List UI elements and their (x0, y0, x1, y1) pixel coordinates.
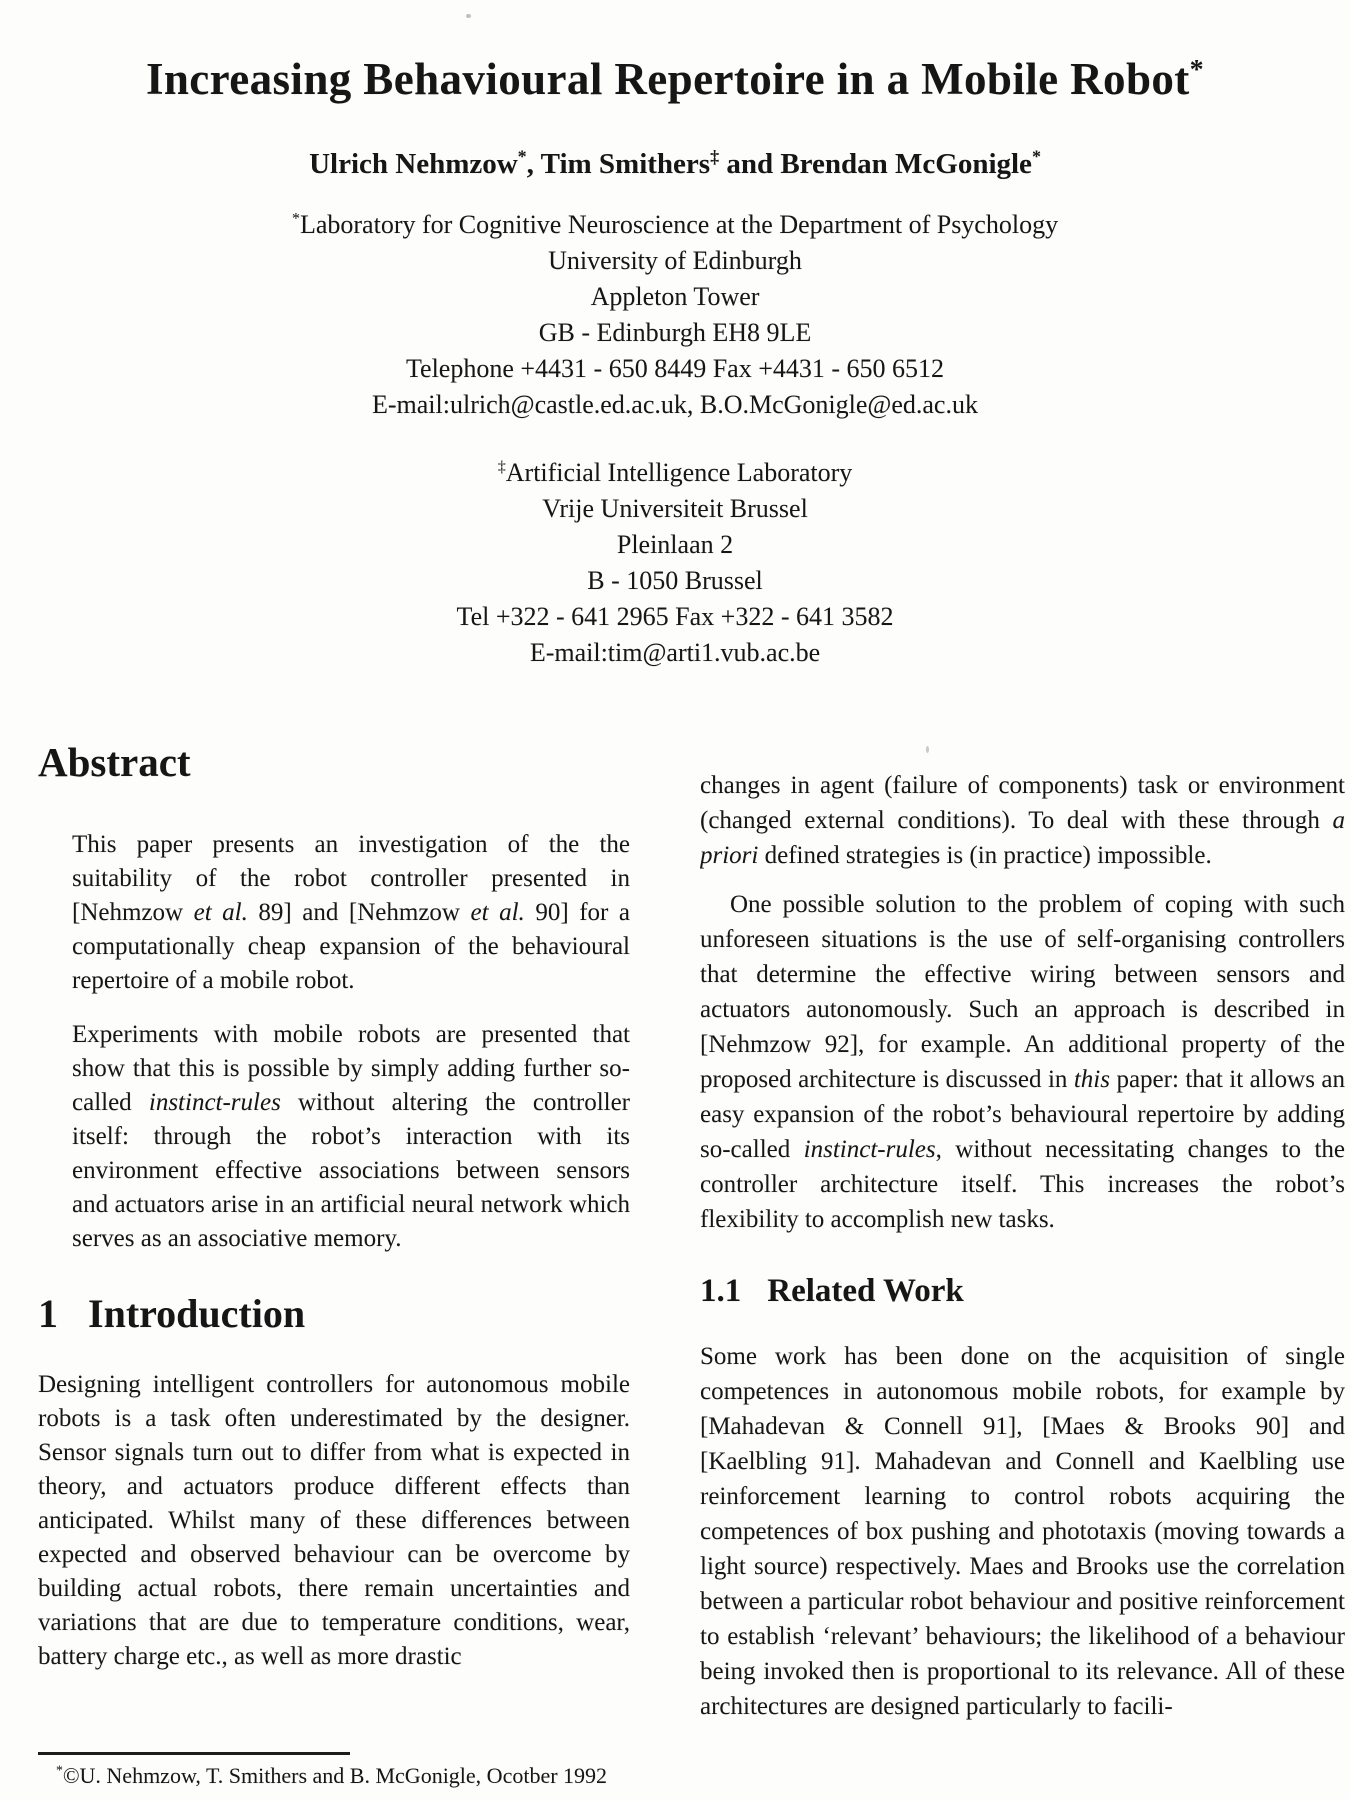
affiliation-edinburgh (0, 207, 1350, 423)
section-title: Introduction (88, 1291, 306, 1336)
affiliation-line: ‡Artificial Intelligence Laboratory (497, 457, 853, 487)
introduction-paragraph: Designing intelligent controllers for autonomous mobile robots is a task often underestimated by the designer. Sensor signals turn out to differ from what is expected in theory, and actuators produce different effects than anticipated. Whilst many of these differences between expected and observed behaviour can be overcome by building actual robots, there remain uncertainties and variations that are due to temperature conditions, wear, battery charge etc., as well as more drastic (38, 1371, 630, 1670)
section-number: 1 (38, 1291, 58, 1336)
continuation-paragraph: changes in agent (failure of components) task or environment (changed external conditions). To deal with these through a priori defined strategies is (in practice) impossible. (700, 772, 1345, 869)
subsection-number: 1.1 (700, 1273, 742, 1309)
affiliation-line: Pleinlaan 2 (616, 529, 734, 559)
right-column (700, 768, 1345, 1800)
section-heading-introduction (38, 1290, 630, 1338)
affiliation-line: Appleton Tower (590, 281, 760, 311)
affiliation-line: University of Edinburgh (548, 245, 802, 275)
scan-artifact (466, 14, 471, 18)
scan-artifact (926, 746, 929, 753)
paper-header (0, 0, 1350, 671)
affiliation-line: Tel +322 - 641 2965 Fax +322 - 641 3582 (456, 601, 894, 631)
subsection-heading-related-work (700, 1271, 1345, 1311)
affiliation-line: Telephone +4431 - 650 8449 Fax +4431 - 650 6512 (405, 353, 945, 383)
footnote (38, 1752, 658, 1789)
left-column (38, 738, 630, 1750)
footnote-rule (38, 1752, 350, 1755)
footnote-text: *©U. Nehmzow, T. Smithers and B. McGonigle, Ocotber 1992 (56, 1762, 608, 1788)
affiliation-line: Vrije Universiteit Brussel (542, 493, 808, 523)
affiliation-line: E-mail:ulrich@castle.ed.ac.uk, B.O.McGonigle@ed.ac.uk (372, 389, 978, 419)
authors-line: Ulrich Nehmzow*, Tim Smithers‡ and Brendan McGonigle* (309, 146, 1041, 180)
abstract-heading: Abstract (38, 739, 191, 785)
affiliation-line: *Laboratory for Cognitive Neuroscience at the Department of Psychology (291, 209, 1059, 239)
affiliation-line: E-mail:tim@arti1.vub.ac.be (529, 637, 821, 667)
solution-paragraph: One possible solution to the problem of coping with such unforeseen situations is the use of self-organising controllers that determine the effective wiring between sensors and actuators autonomously. Such an approach is described in [Nehmzow 92], for example. An additional property of the proposed architecture is discussed in this paper: that it allows an easy expansion of the robot’s behavioural repertoire by adding so-called instinct-rules, without necessitating changes to the controller architecture itself. This increases the robot’s flexibility to accomplish new tasks. (700, 891, 1345, 1233)
subsection-title: Related Work (767, 1273, 964, 1309)
paper-title: Increasing Behavioural Repertoire in a Mobile Robot* (145, 54, 1205, 104)
abstract-paragraph-1: This paper presents an investigation of the the suitability of the robot controller presented in [Nehmzow et al. 89] and [Nehmzow et al. 90] for a computationally cheap expansion of the behavioural repertoire of a mobile robot. (72, 831, 630, 994)
affiliation-brussel (0, 455, 1350, 671)
related-work-paragraph: Some work has been done on the acquisition of single competences in autonomous mobile robots, for example by [Mahadevan & Connell 91], [Maes & Brooks 90] and [Kaelbling 91]. Mahadevan and Connell and Kaelbling use reinforcement learning to control robots acquiring the competences of box pushing and phototaxis (moving towards a light source) respectively. Maes and Brooks use the correlation between a particular robot behaviour and positive reinforcement to establish ‘relevant’ behaviours; the likelihood of a behaviour being invoked then is proportional to its relevance. All of these architectures are designed particularly to facili- (700, 1343, 1345, 1720)
affiliation-line: GB - Edinburgh EH8 9LE (538, 317, 812, 347)
abstract-paragraph-2: Experiments with mobile robots are presented that show that this is possible by simply adding further so-called instinct-rules without altering the controller itself: through the robot’s interaction with its environment effective associations between sensors and actuators arise in an artificial neural network which serves as an associative memory. (72, 1021, 630, 1252)
affiliation-line: B - 1050 Brussel (587, 565, 763, 595)
